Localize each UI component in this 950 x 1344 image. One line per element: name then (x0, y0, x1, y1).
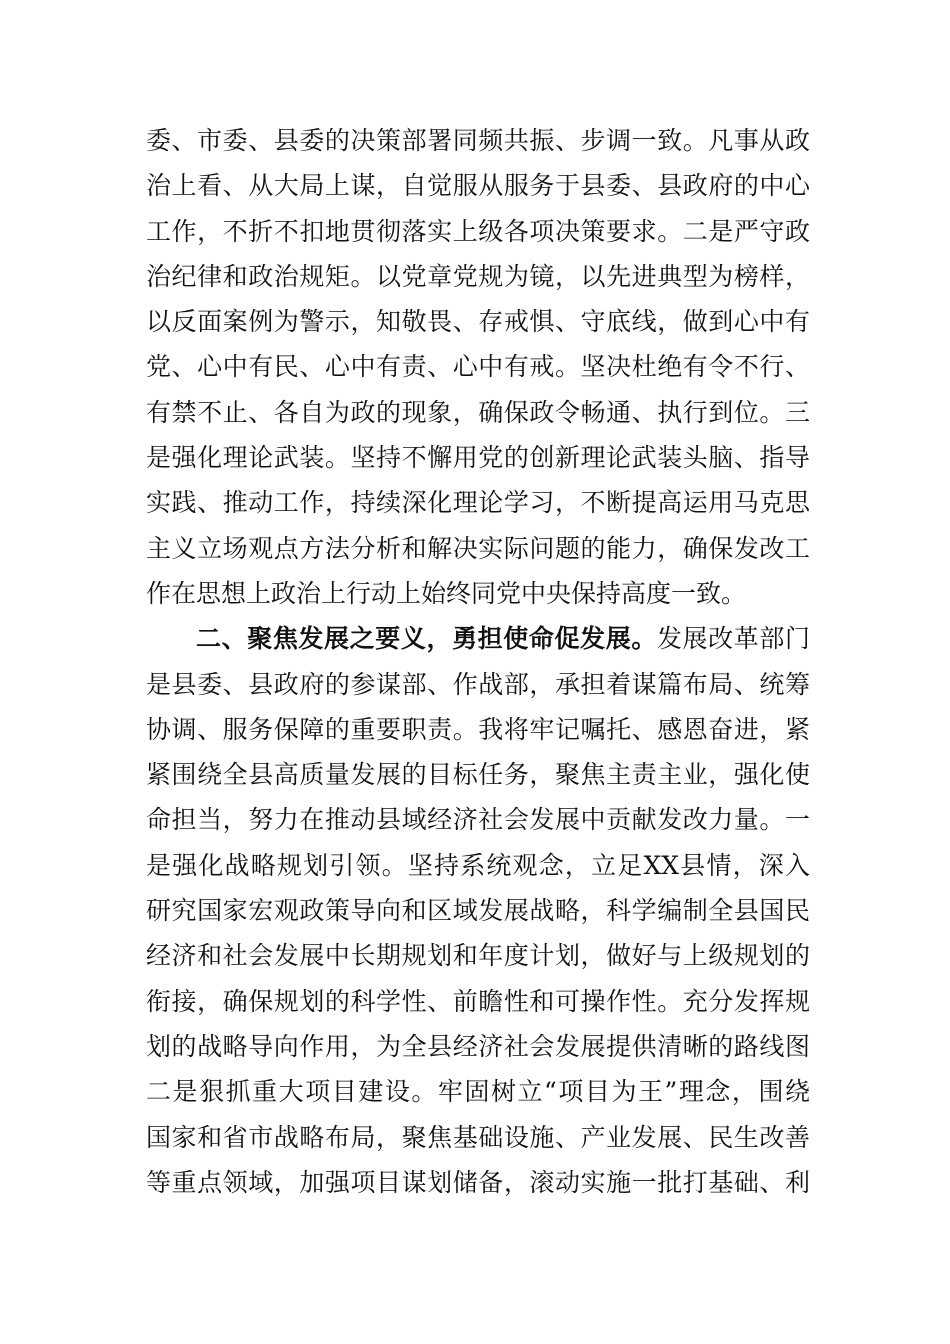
text-line: 紧围绕全县高质量发展的目标任务，聚焦主责主业，强化使 (146, 760, 810, 790)
text-line: 是县委、县政府的参谋部、作战部，承担着谋篇布局、统筹 (146, 669, 810, 699)
paragraph-1 (146, 118, 810, 616)
section-heading: 二、聚焦发展之要义，勇担使命促发展。 (196, 624, 657, 654)
text-line: 以反面案例为警示，知敬畏、存戒惧、守底线，做到心中有 (146, 307, 810, 337)
text-line: 委、市委、县委的决策部署同频共振、步调一致。凡事从政 (146, 126, 810, 155)
text-line: 党、心中有民、心中有责、心中有戒。坚决杜绝有令不行、 (146, 352, 810, 382)
paragraph-2 (146, 616, 810, 1205)
text-line: 研究国家宏观政策导向和区域发展战略，科学编制全县国民 (146, 896, 810, 926)
body-text (146, 118, 810, 1205)
text-line: 是强化战略规划引领。坚持系统观念，立足XX县情，深入 (146, 850, 810, 880)
text-line: 二是狠抓重大项目建设。牢固树立“项目为王”理念，围绕 (146, 1077, 810, 1107)
text-line: 是强化理论武装。坚持不懈用党的创新理论武装头脑、指导 (146, 443, 810, 473)
text-line: 工作，不折不扣地贯彻落实上级各项决策要求。二是严守政 (146, 216, 810, 246)
text-line: 命担当，努力在推动县域经济社会发展中贡献发改力量。一 (146, 805, 810, 835)
text-line: 有禁不止、各自为政的现象，确保政令畅通、执行到位。三 (146, 397, 810, 427)
text-line: 协调、服务保障的重要职责。我将牢记嘱托、感恩奋进，紧 (146, 714, 810, 744)
text-line: 实践、推动工作，持续深化理论学习，不断提高运用马克思 (146, 488, 810, 518)
text-line: 经济和社会发展中长期规划和年度计划，做好与上级规划的 (146, 941, 810, 971)
text-line: 等重点领域，加强项目谋划储备，滚动实施一批打基础、利 (146, 1167, 810, 1197)
text-line: 主义立场观点方法分析和解决实际问题的能力，确保发改工 (146, 533, 810, 563)
text-line: 治纪律和政治规矩。以党章党规为镜，以先进典型为榜样， (146, 261, 810, 291)
section-heading-line (146, 616, 810, 661)
text-line: 作在思想上政治上行动上始终同党中央保持高度一致。 (146, 578, 747, 608)
text-line: 治上看、从大局上谋，自觉服从服务于县委、县政府的中心 (146, 171, 810, 201)
text-line: 衔接，确保规划的科学性、前瞻性和可操作性。充分发挥规 (146, 986, 810, 1016)
text-line: 国家和省市战略布局，聚焦基础设施、产业发展、民生改善 (146, 1122, 810, 1152)
heading-line-rest: 发展改革部门 (656, 624, 810, 654)
text-line: 划的战略导向作用，为全县经济社会发展提供清晰的路线图 (146, 1031, 810, 1061)
